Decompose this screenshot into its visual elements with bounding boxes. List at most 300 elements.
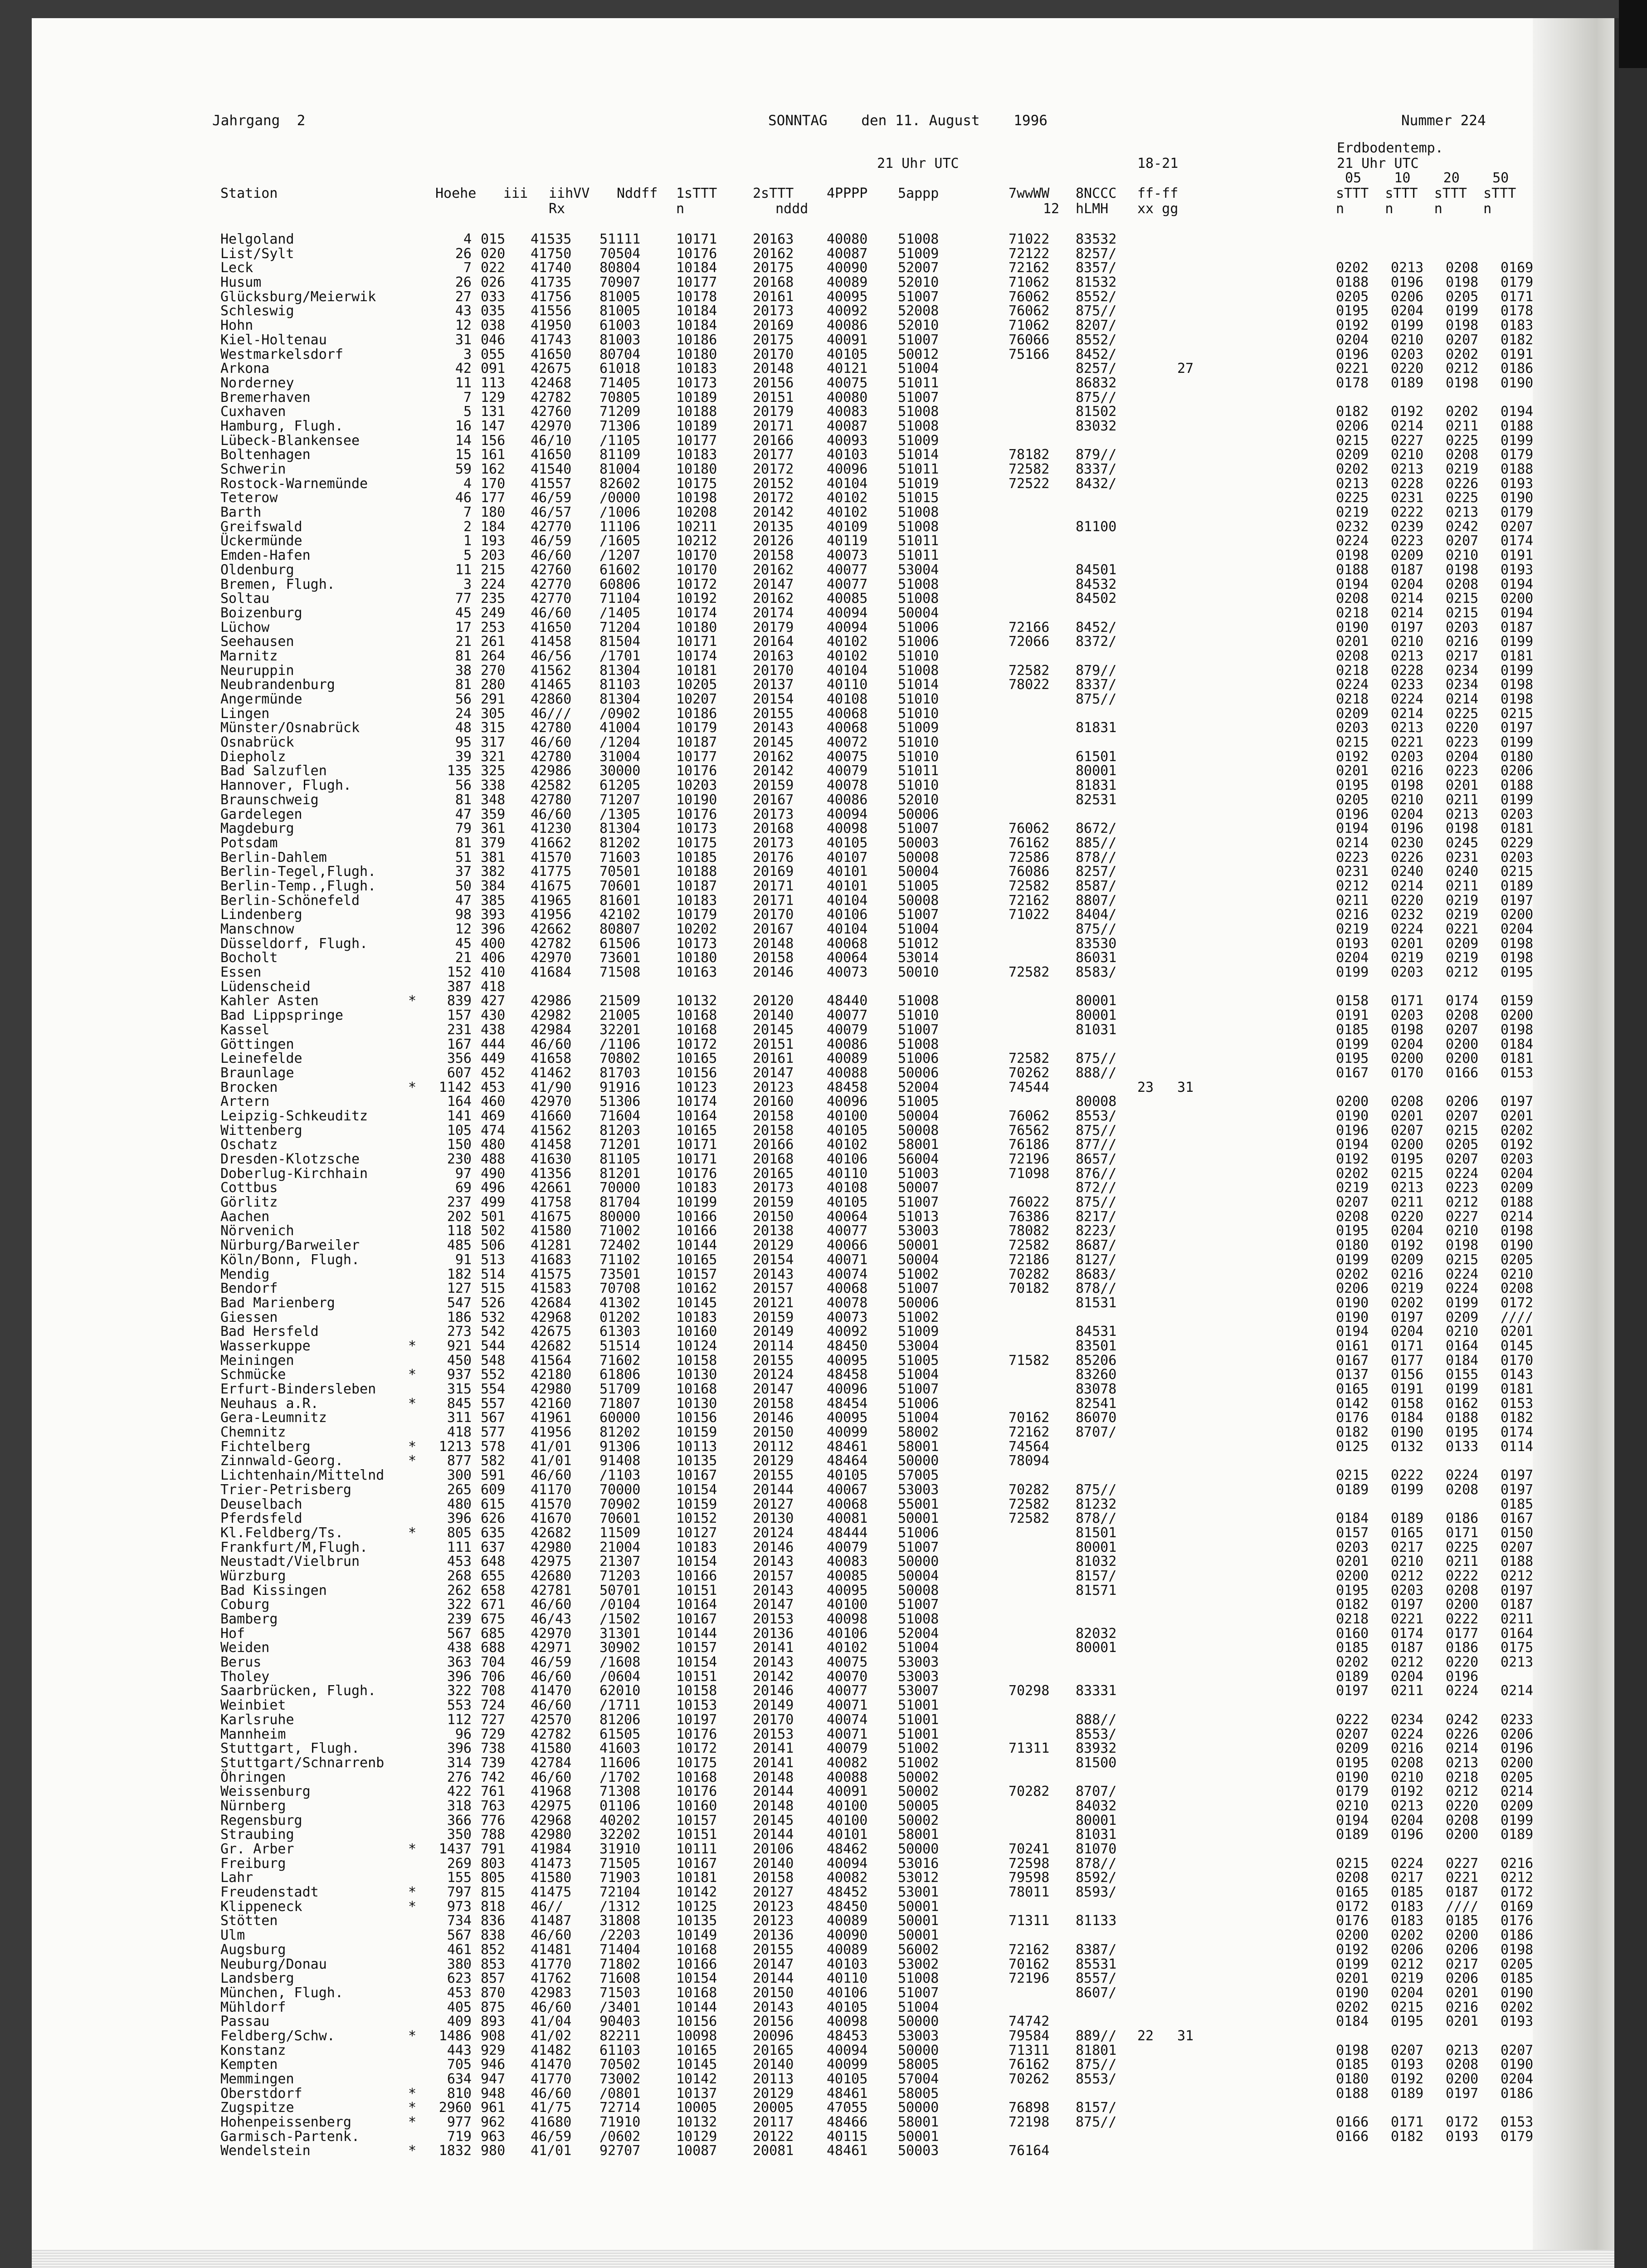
station-height: 21	[455, 950, 472, 966]
group-1sttt: 10175	[676, 475, 717, 492]
station-height: 461	[447, 1941, 472, 1958]
group-8nccc: 8657/	[1076, 1151, 1117, 1167]
station-name: Ückermünde	[220, 533, 302, 549]
soil-temp-50: 0198	[1501, 1941, 1534, 1958]
station-id: 022	[481, 260, 506, 276]
soil-temp-20: 0155	[1446, 1367, 1479, 1383]
soil-temp-10: 0197	[1391, 1309, 1424, 1325]
station-height: 15	[455, 447, 472, 463]
table-row	[0, 1943, 1542, 1957]
group-1sttt: 10167	[676, 1855, 717, 1872]
group-4pppp: 40106	[827, 1625, 868, 1642]
soil-temp-10: 0227	[1391, 432, 1424, 449]
mountain-marker: *	[408, 1884, 417, 1901]
group-iihvv: 41356	[531, 1165, 572, 1182]
group-nddff: 51514	[599, 1338, 641, 1354]
group-2sttt: 20164	[753, 634, 794, 650]
station-id: 739	[481, 1755, 506, 1771]
group-7wwww: 72598	[1009, 1855, 1050, 1872]
station-name: Leck	[220, 260, 253, 276]
table-row	[0, 1986, 1542, 2000]
soil-temp-10: 0213	[1391, 1798, 1424, 1814]
station-id: 325	[481, 763, 506, 779]
station-height: 3	[463, 576, 472, 592]
soil-temp-50: 0150	[1501, 1525, 1534, 1541]
gust-gg: 27	[1177, 361, 1194, 377]
group-8nccc: 85206	[1076, 1352, 1117, 1369]
soil-temp-05: 0224	[1336, 677, 1369, 693]
col-4pppp: 4PPPP	[827, 186, 868, 201]
group-8nccc: 8257/	[1076, 361, 1117, 377]
soil-temp-05: 0182	[1336, 1424, 1369, 1441]
group-7wwww: 70282	[1009, 1481, 1050, 1498]
group-2sttt: 20142	[753, 763, 794, 779]
sub-n: n	[676, 201, 685, 217]
table-row	[0, 994, 1542, 1008]
soil-temp-05: 0198	[1336, 2042, 1369, 2058]
group-nddff: /1204	[599, 734, 641, 751]
group-8nccc: 875//	[1076, 1051, 1117, 1067]
group-5appp: 58001	[898, 2114, 939, 2131]
group-iihvv: 41/04	[531, 2014, 572, 2030]
group-nddff: 80000	[599, 1208, 641, 1225]
group-nddff: 90403	[599, 2014, 641, 2030]
station-height: 43	[455, 303, 472, 319]
soil-temp-10: 0207	[1391, 1122, 1424, 1139]
group-7wwww: 78094	[1009, 1453, 1050, 1469]
soil-temp-05: 0214	[1336, 835, 1369, 851]
group-5appp: 56002	[898, 1941, 939, 1958]
soil-temp-20: 0226	[1446, 475, 1479, 492]
soil-temp-20: 0187	[1446, 1884, 1479, 1901]
soil-temp-10: 0199	[1391, 1481, 1424, 1498]
group-nddff: /1312	[599, 1898, 641, 1915]
soil-temp-50: 0212	[1501, 1870, 1534, 1886]
group-5appp: 50008	[898, 1122, 939, 1139]
soil-temp-10: 0204	[1391, 303, 1424, 319]
group-iihvv: 41662	[531, 835, 572, 851]
group-iihvv: 46/59	[531, 533, 572, 549]
group-iihvv: 46//	[531, 1898, 564, 1915]
soil-temp-05: 0203	[1336, 1539, 1369, 1555]
group-1sttt: 10180	[676, 950, 717, 966]
soil-temp-05: 0184	[1336, 2014, 1369, 2030]
group-5appp: 50012	[898, 346, 939, 362]
group-8nccc: 81031	[1076, 1022, 1117, 1038]
group-5appp: 51002	[898, 1266, 939, 1282]
group-nddff: /1702	[599, 1769, 641, 1785]
group-nddff: 32201	[599, 1022, 641, 1038]
group-iihvv: 41770	[531, 1956, 572, 1972]
soil-temp-50: 0181	[1501, 648, 1534, 664]
table-row	[0, 980, 1542, 994]
station-id: 655	[481, 1568, 506, 1584]
station-id: 131	[481, 404, 506, 420]
station-id: 410	[481, 964, 506, 981]
group-8nccc: 80008	[1076, 1094, 1117, 1110]
group-nddff: 71405	[599, 375, 641, 391]
group-8nccc: 8337/	[1076, 677, 1117, 693]
group-iihvv: 41683	[531, 1251, 572, 1268]
station-height: 2960	[439, 2100, 472, 2116]
station-height: 350	[447, 1827, 472, 1843]
group-4pppp: 40101	[827, 1827, 868, 1843]
group-nddff: 81703	[599, 1065, 641, 1081]
soil-temp-10: 0214	[1391, 418, 1424, 434]
group-1sttt: 10157	[676, 1640, 717, 1656]
station-name: Berus	[220, 1654, 262, 1671]
soil-temp-20: 0219	[1446, 892, 1479, 909]
mountain-marker: *	[408, 2143, 417, 2159]
soil-temp-10: 0230	[1391, 835, 1424, 851]
soil-temp-20: 0198	[1446, 1237, 1479, 1254]
soil-temp-05: 0204	[1336, 950, 1369, 966]
group-5appp: 51005	[898, 878, 939, 894]
col-1sttt: 1sTTT	[676, 186, 717, 201]
group-8nccc: 8707/	[1076, 1424, 1117, 1441]
group-4pppp: 40089	[827, 1941, 868, 1958]
group-7wwww: 79584	[1009, 2028, 1050, 2044]
station-id: 156	[481, 432, 506, 449]
group-2sttt: 20170	[753, 662, 794, 679]
group-5appp: 51007	[898, 821, 939, 837]
soil-temp-50: 0182	[1501, 1410, 1534, 1426]
group-5appp: 56004	[898, 1151, 939, 1167]
station-height: 2	[463, 518, 472, 535]
group-4pppp: 40071	[827, 1697, 868, 1714]
soil-temp-20: 0221	[1446, 1870, 1479, 1886]
group-4pppp: 40094	[827, 1855, 868, 1872]
group-iihvv: 46/60	[531, 1999, 572, 2015]
soil-temp-20: 0212	[1446, 1784, 1479, 1800]
table-row	[0, 1325, 1542, 1339]
soil-temp-10: 0212	[1391, 1956, 1424, 1972]
sub-hlmh: hLMH	[1076, 201, 1109, 217]
group-iihvv: 41481	[531, 1941, 572, 1958]
station-height: 311	[447, 1410, 472, 1426]
gust-ff: 22	[1137, 2028, 1154, 2044]
soil-temp-50: 0207	[1501, 1539, 1534, 1555]
group-8nccc: 84032	[1076, 1798, 1117, 1814]
table-row	[0, 1468, 1542, 1483]
group-5appp: 52004	[898, 1079, 939, 1095]
soil-temp-20: 0211	[1446, 792, 1479, 808]
group-1sttt: 10184	[676, 303, 717, 319]
group-5appp: 57005	[898, 1467, 939, 1484]
soil-temp-50: 0199	[1501, 734, 1534, 751]
group-nddff: 71308	[599, 1784, 641, 1800]
group-1sttt: 10160	[676, 1798, 717, 1814]
table-row	[0, 1828, 1542, 1842]
soil-temp-10: 0214	[1391, 705, 1424, 722]
group-iihvv: 41680	[531, 2114, 572, 2131]
group-2sttt: 20124	[753, 1367, 794, 1383]
group-5appp: 53004	[898, 562, 939, 578]
station-name: Gera-Leumnitz	[220, 1410, 327, 1426]
group-7wwww: 70262	[1009, 2071, 1050, 2087]
group-2sttt: 20172	[753, 461, 794, 477]
soil-temp-20: 0222	[1446, 1568, 1479, 1584]
soil-temp-20: 0225	[1446, 432, 1479, 449]
station-id: 161	[481, 447, 506, 463]
station-name: List/Sylt	[220, 245, 294, 262]
group-7wwww: 76164	[1009, 2143, 1050, 2159]
station-id: 502	[481, 1223, 506, 1239]
group-nddff: 81005	[599, 288, 641, 305]
station-name: Kempten	[220, 2057, 278, 2073]
group-iihvv: 41570	[531, 1496, 572, 1512]
table-row	[0, 1885, 1542, 1900]
station-name: Stuttgart, Flugh.	[220, 1740, 360, 1757]
soil-temp-10: 0224	[1391, 921, 1424, 937]
soil-temp-05: 0189	[1336, 1481, 1369, 1498]
soil-temp-05: 0201	[1336, 763, 1369, 779]
group-2sttt: 20179	[753, 404, 794, 420]
station-name: Stötten	[220, 1913, 278, 1929]
group-2sttt: 20120	[753, 993, 794, 1009]
group-8nccc: 8217/	[1076, 1208, 1117, 1225]
group-7wwww: 70282	[1009, 1266, 1050, 1282]
soil-temp-20: 0212	[1446, 1194, 1479, 1211]
group-nddff: 51111	[599, 231, 641, 247]
soil-temp-50: 0198	[1501, 1022, 1534, 1038]
station-height: 485	[447, 1237, 472, 1254]
soil-temp-05: 0190	[1336, 1984, 1369, 2001]
group-iihvv: 42968	[531, 1309, 572, 1325]
soil-temp-50: 0198	[1501, 950, 1534, 966]
soil-temp-20: 0209	[1446, 935, 1479, 952]
page-edge-stack	[32, 2250, 1623, 2268]
soil-temp-20: 0193	[1446, 2128, 1479, 2145]
group-5appp: 58002	[898, 1424, 939, 1441]
soil-temp-05: 0201	[1336, 1970, 1369, 1987]
station-id: 552	[481, 1367, 506, 1383]
soil-temp-20: 0219	[1446, 950, 1479, 966]
station-id: 490	[481, 1165, 506, 1182]
group-1sttt: 10173	[676, 821, 717, 837]
group-5appp: 51010	[898, 734, 939, 751]
station-id: 857	[481, 1970, 506, 1987]
soil-temp-50: 0183	[1501, 318, 1534, 334]
group-iihvv: 42675	[531, 361, 572, 377]
station-id: 803	[481, 1855, 506, 1872]
station-height: 81	[455, 792, 472, 808]
station-id: 020	[481, 245, 506, 262]
group-2sttt: 20147	[753, 1381, 794, 1397]
station-height: 167	[447, 1036, 472, 1052]
soil-temp-20: 0209	[1446, 1309, 1479, 1325]
station-name: Köln/Bonn, Flugh.	[220, 1251, 360, 1268]
group-nddff: 70805	[599, 389, 641, 406]
table-row	[0, 1569, 1542, 1584]
soil-temp-10: 0187	[1391, 1640, 1424, 1656]
soil-temp-05: 0160	[1336, 1625, 1369, 1642]
group-2sttt: 20127	[753, 1496, 794, 1512]
soil-temp-50: 0197	[1501, 1481, 1534, 1498]
soil-temp-50: 0203	[1501, 1151, 1534, 1167]
group-nddff: 71104	[599, 591, 641, 607]
group-8nccc: 878//	[1076, 849, 1117, 865]
group-2sttt: 20144	[753, 1827, 794, 1843]
group-4pppp: 40064	[827, 950, 868, 966]
station-name: Berlin-Dahlem	[220, 849, 327, 865]
table-row	[0, 1267, 1542, 1282]
soil-temp-20: 0211	[1446, 1554, 1479, 1570]
station-height: 50	[455, 878, 472, 894]
group-iihvv: 42970	[531, 950, 572, 966]
group-iihvv: 41/90	[531, 1079, 572, 1095]
station-height: 1832	[439, 2143, 472, 2159]
station-height: 356	[447, 1051, 472, 1067]
group-4pppp: 40110	[827, 1970, 868, 1987]
station-id: 046	[481, 332, 506, 348]
group-1sttt: 10170	[676, 562, 717, 578]
station-height: 97	[455, 1165, 472, 1182]
station-height: 11	[455, 562, 472, 578]
group-2sttt: 20143	[753, 1266, 794, 1282]
soil-temp-20: 0219	[1446, 907, 1479, 923]
group-5appp: 51015	[898, 490, 939, 506]
group-5appp: 51008	[898, 1036, 939, 1052]
station-id: 193	[481, 533, 506, 549]
group-7wwww: 71311	[1009, 1740, 1050, 1757]
group-nddff: 92707	[599, 2143, 641, 2159]
group-4pppp: 40074	[827, 1711, 868, 1728]
soil-temp-10: 0212	[1391, 1568, 1424, 1584]
soil-temp-05: 0222	[1336, 1711, 1369, 1728]
soil-temp-05: 0191	[1336, 1007, 1369, 1024]
group-iihvv: 41465	[531, 677, 572, 693]
group-8nccc: 872//	[1076, 1180, 1117, 1196]
group-4pppp: 40079	[827, 1539, 868, 1555]
station-name: Regensburg	[220, 1812, 302, 1828]
group-8nccc: 83331	[1076, 1683, 1117, 1699]
group-4pppp: 40092	[827, 1324, 868, 1340]
group-4pppp: 40079	[827, 1022, 868, 1038]
station-id: 513	[481, 1251, 506, 1268]
soil-temp-05: 0192	[1336, 318, 1369, 334]
group-iihvv: 41965	[531, 892, 572, 909]
soil-temp-10: 0216	[1391, 763, 1424, 779]
group-1sttt: 10111	[676, 1841, 717, 1857]
soil-temp-20: 0186	[1446, 1640, 1479, 1656]
station-height: 31	[455, 332, 472, 348]
station-height: 42	[455, 361, 472, 377]
soil-temp-05: 0197	[1336, 1683, 1369, 1699]
soil-temp-10: 0210	[1391, 447, 1424, 463]
group-2sttt: 20145	[753, 1022, 794, 1038]
group-4pppp: 40110	[827, 1165, 868, 1182]
col-7wwww: 7wwWW	[1009, 186, 1050, 201]
soil-temp-10: 0211	[1391, 1194, 1424, 1211]
soil-temp-10: 0183	[1391, 1913, 1424, 1929]
soil-temp-10: 0226	[1391, 849, 1424, 865]
soil-temp-10: 0202	[1391, 1295, 1424, 1311]
station-height: 56	[455, 691, 472, 707]
soil-temp-50: 0233	[1501, 1711, 1534, 1728]
soil-temp-05: 0176	[1336, 1913, 1369, 1929]
group-2sttt: 20170	[753, 907, 794, 923]
group-2sttt: 20156	[753, 375, 794, 391]
group-4pppp: 40102	[827, 1640, 868, 1656]
group-4pppp: 40102	[827, 648, 868, 664]
station-id: 838	[481, 1927, 506, 1944]
station-name: Boizenburg	[220, 605, 302, 621]
station-name: Emden-Hafen	[220, 547, 311, 564]
group-5appp: 50002	[898, 1769, 939, 1785]
soil-temp-05: 0195	[1336, 1051, 1369, 1067]
group-iihvv: 41556	[531, 303, 572, 319]
group-4pppp: 40105	[827, 835, 868, 851]
soil-temp-10: 0196	[1391, 274, 1424, 291]
group-5appp: 51008	[898, 231, 939, 247]
group-7wwww: 71311	[1009, 1913, 1050, 1929]
station-name: Artern	[220, 1094, 270, 1110]
station-height: 127	[447, 1281, 472, 1297]
group-7wwww: 72166	[1009, 619, 1050, 635]
soil-temp-20: 0213	[1446, 504, 1479, 521]
station-height: 7	[463, 389, 472, 406]
group-iihvv: 46/43	[531, 1611, 572, 1627]
group-1sttt: 10160	[676, 1324, 717, 1340]
group-7wwww: 70162	[1009, 1410, 1050, 1426]
group-7wwww: 76062	[1009, 288, 1050, 305]
group-4pppp: 40090	[827, 1927, 868, 1944]
group-2sttt: 20165	[753, 2042, 794, 2058]
station-id: 738	[481, 1740, 506, 1757]
group-5appp: 51008	[898, 504, 939, 521]
sub-rx: Rx	[549, 201, 565, 217]
soil-temp-50: 0200	[1501, 1755, 1534, 1771]
soil-temp-50: 0190	[1501, 1984, 1534, 2001]
station-height: 276	[447, 1769, 472, 1785]
soil-temp-10: 0182	[1391, 2128, 1424, 2145]
station-name: Nürnberg	[220, 1798, 286, 1814]
soil-temp-50: 0204	[1501, 2071, 1534, 2087]
station-height: 21	[455, 634, 472, 650]
group-4pppp: 40072	[827, 734, 868, 751]
soil-temp-10: 0223	[1391, 533, 1424, 549]
soil-temp-10: 0204	[1391, 1223, 1424, 1239]
soil-temp-20: 0195	[1446, 1424, 1479, 1441]
soil-temp-20: 0225	[1446, 490, 1479, 506]
soil-temp-50: 0197	[1501, 1467, 1534, 1484]
station-id: 776	[481, 1812, 506, 1828]
soil-temp-50: 0185	[1501, 1496, 1534, 1512]
group-4pppp: 40095	[827, 288, 868, 305]
soil-temp-05: 0203	[1336, 720, 1369, 736]
station-id: 091	[481, 361, 506, 377]
station-height: 164	[447, 1094, 472, 1110]
group-5appp: 51004	[898, 1640, 939, 1656]
group-nddff: 21005	[599, 1007, 641, 1024]
station-height: 45	[455, 605, 472, 621]
soil-time-label: 21 Uhr UTC	[1337, 156, 1419, 171]
station-name: Neuruppin	[220, 662, 294, 679]
station-name: Braunschweig	[220, 792, 319, 808]
group-5appp: 50006	[898, 1065, 939, 1081]
station-height: 5	[463, 547, 472, 564]
soil-temp-20: 0200	[1446, 1597, 1479, 1613]
group-1sttt: 10171	[676, 231, 717, 247]
soil-temp-20: 0210	[1446, 1223, 1479, 1239]
group-8nccc: 82032	[1076, 1625, 1117, 1642]
soil-temp-05: 0188	[1336, 562, 1369, 578]
group-5appp: 53002	[898, 1956, 939, 1972]
group-4pppp: 40086	[827, 792, 868, 808]
station-height: 1	[463, 533, 472, 549]
soil-temp-20: 0223	[1446, 734, 1479, 751]
